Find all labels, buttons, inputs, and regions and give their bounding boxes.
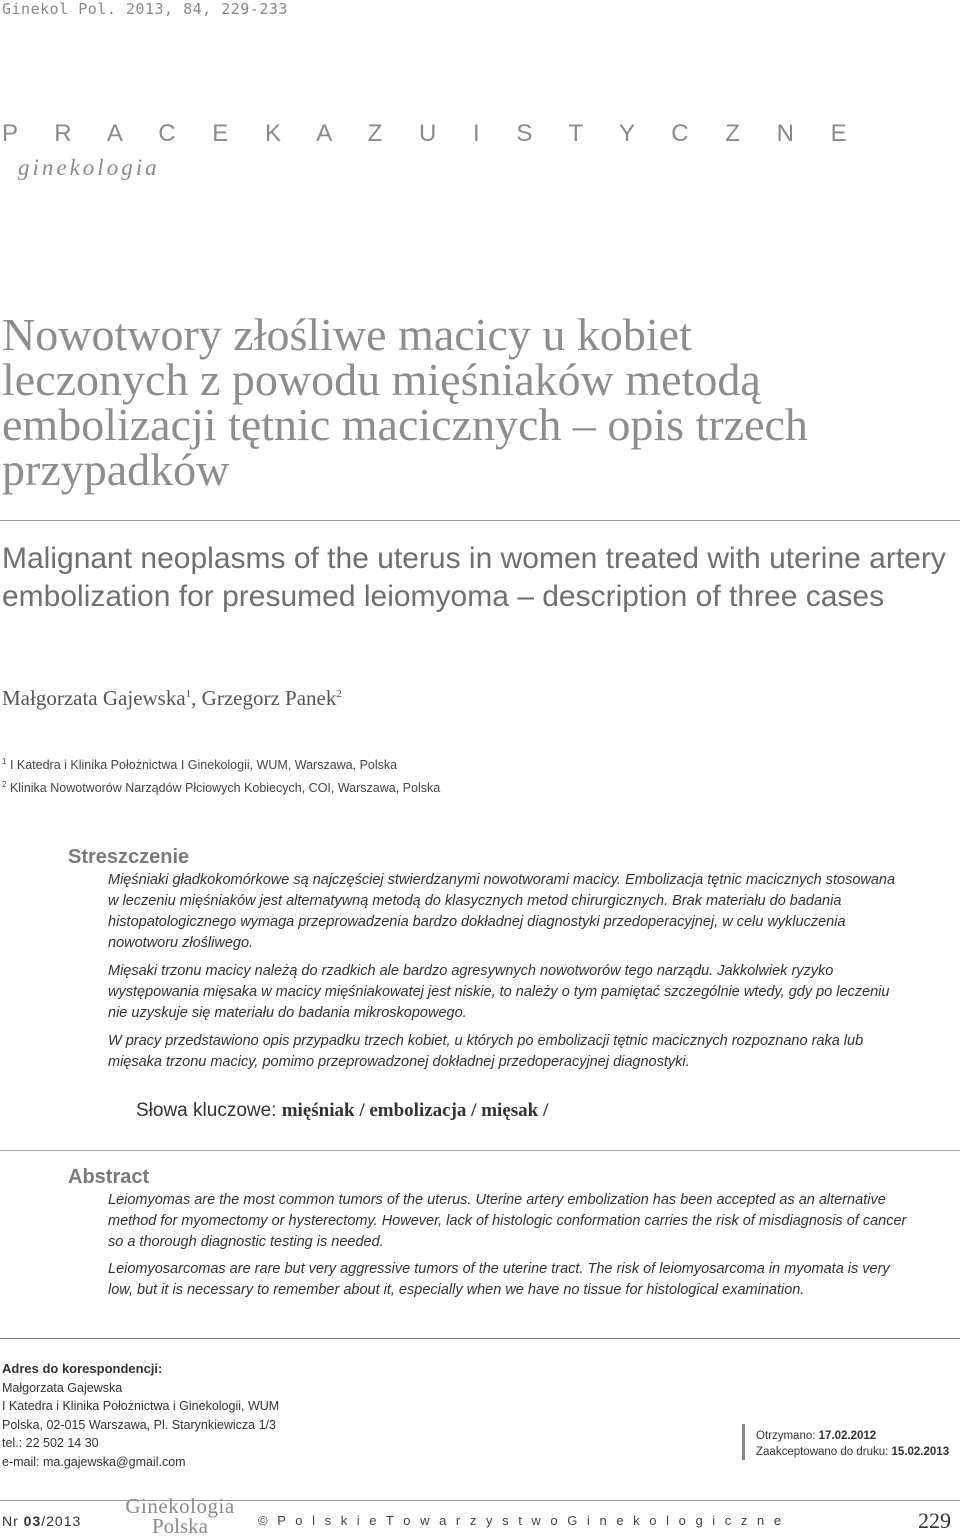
journal-logo-line: Polska (151, 1514, 208, 1538)
journal-logo-line: Ginekologia (125, 1494, 235, 1518)
affiliation-text: I Katedra i Klinika Położnictwa I Ginekologii, WUM, Warszawa, Polska (9, 758, 398, 773)
journal-logo (120, 1496, 240, 1536)
page-number: 229 (918, 1508, 951, 1533)
dates-accent-bar (742, 1424, 745, 1460)
correspondence-line: Polska, 02-015 Warszawa, Pl. Starynkiewicza 1/3 (2, 1417, 276, 1432)
correspondence-line: tel.: 22 502 14 30 (2, 1436, 99, 1450)
streszczenie-body (108, 870, 908, 1080)
dates-block (756, 1428, 949, 1460)
streszczenie-paragraph: Mięsaki trzonu macicy należą do rzadkich ale bardzo agresywnych nowotworów tego narządu. Jakkolwiek ryzyko występowania mięsaka w macicy mięśniakowatej jest niskie, to należy o tym pamiętać szczególnie wtedy, gdy po leczeniu nie uzyskuje się materiału do badania mikroskopowego. (108, 963, 890, 1021)
keywords-divider (0, 1150, 960, 1151)
keywords-label: Słowa kluczowe: (136, 1100, 282, 1121)
abstract-body (108, 1190, 908, 1307)
keywords-line (136, 1100, 548, 1122)
title-polish (2, 309, 952, 495)
author-name: Grzegorz Panek (201, 686, 337, 710)
correspondence-line: I Katedra i Klinika Położnictwa i Ginekologii, WUM (2, 1399, 280, 1413)
author-separator: , (191, 686, 202, 710)
section-subcategory: ginekologia (18, 155, 160, 180)
streszczenie-paragraph: Mięśniaki gładkokomórkowe są najczęściej stwierdzanymi nowotworami macicy. Embolizacja tętnic macicznych stosowana w leczeniu mięśniaków jest alternatywną metodą do klasycznych metod chirurgicznych. Brak materiału do badania histopatologicznego wymaga przeprowadzenia bardzo dokładnej diagnostyki przedoperacyjnej, w celu wykluczenia nowotworu złośliwego. (108, 872, 896, 951)
author-affiliation-mark: 2 (336, 688, 342, 700)
title-english-line: Malignant neoplasms of the uterus in women treated with uterine artery (2, 542, 946, 575)
abstract-paragraph: Leiomyomas are the most common tumors of the uterus. Uterine artery embolization has been accepted as an alternative method for myomectomy or hysterectomy. However, lack of histologic conformation carries the risk of misdiagnosis of cancer so a thorough diagnostic testing is needed. (108, 1192, 907, 1250)
abstract-paragraph: Leiomyosarcomas are rare but very aggressive tumors of the uterine tract. The risk of leiomyosarcoma in myomata is very low, but it is necessary to remember about it, especially when we have no tissue for histological examination. (108, 1261, 890, 1298)
accepted-value: 15.02.2013 (891, 1446, 950, 1458)
affiliation-text: Klinika Nowotworów Narządów Płciowych Kobiecych, COI, Warszawa, Polska (9, 781, 441, 796)
section-label: P R A C E K A Z U I S T Y C Z N E (2, 120, 862, 147)
abstract-heading: Abstract (68, 1166, 150, 1188)
title-polish-line: embolizacji tętnic macicznych – opis trzech (2, 399, 808, 450)
streszczenie-paragraph: W pracy przedstawiono opis przypadku trzech kobiet, u których po embolizacji tętnic macicznych rozpoznano raka lub mięsaka trzonu macicy, pomimo przeprowadzonej dokładnej przedoperacyjnej diagnostyki. (108, 1033, 864, 1070)
title-polish-line: Nowotwory złośliwe macicy u kobiet (2, 309, 692, 360)
affiliation-item (2, 752, 440, 775)
keywords-items: mięśniak / embolizacja / mięsak / (281, 1100, 549, 1121)
title-polish-line: przypadków (2, 444, 230, 495)
issue-prefix: Nr (2, 1513, 24, 1529)
title-divider (0, 520, 960, 521)
affiliation-item (2, 775, 440, 798)
accepted-label: Zaakceptowano do druku: (756, 1446, 892, 1458)
received-value: 17.02.2012 (818, 1430, 877, 1442)
correspondence-email: e-mail: ma.gajewska@gmail.com (2, 1454, 186, 1469)
title-english (2, 540, 952, 616)
issue-number (2, 1513, 81, 1529)
journal-reference: Ginekol Pol. 2013, 84, 229-233 (2, 0, 288, 18)
author-affiliation-mark: 1 (185, 688, 192, 700)
author-list (2, 686, 342, 711)
correspondence-line: Małgorzata Gajewska (2, 1380, 123, 1395)
affiliation-mark: 2 (2, 780, 7, 790)
correspondence-heading: Adres do korespondencji: (2, 1361, 163, 1376)
affiliation-mark: 1 (2, 757, 7, 766)
received-label: Otrzymano: (756, 1430, 819, 1442)
correspondence-block (2, 1360, 279, 1471)
streszczenie-heading: Streszczenie (68, 846, 190, 868)
issue-num: 03 (23, 1513, 42, 1529)
affiliation-list (2, 752, 440, 798)
society-copyright: © P o l s k i e T o w a r z y s t w o G i n e k o l o g i c z n e (258, 1513, 785, 1528)
title-polish-line: leczonych z powodu mięśniaków metodą (2, 354, 761, 405)
received-date (756, 1428, 949, 1444)
correspondence-divider (0, 1338, 960, 1339)
accepted-date (756, 1444, 949, 1460)
author-name: Małgorzata Gajewska (2, 686, 186, 710)
issue-year: /2013 (41, 1513, 82, 1529)
title-english-line: embolization for presumed leiomyoma – description of three cases (2, 580, 885, 613)
